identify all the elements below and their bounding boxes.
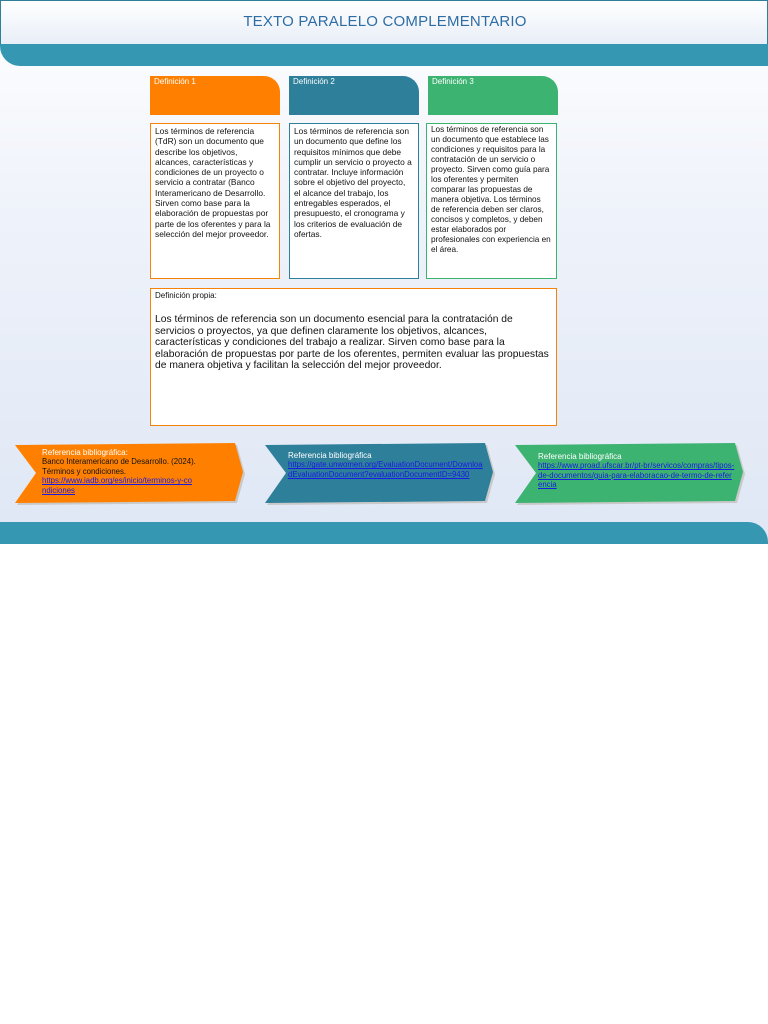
reference-2 — [264, 443, 496, 506]
reference-2-label: Referencia bibliográfica — [288, 451, 372, 460]
reference-3-label: Referencia bibliográfica — [538, 452, 622, 461]
definition-1-header — [150, 76, 280, 115]
title-bar — [0, 0, 768, 44]
reference-3 — [514, 443, 746, 506]
own-definition-box — [150, 288, 557, 426]
reference-2-link[interactable]: https://gate.unwomen.org/EvaluationDocument/DownloadEvaluationDocument?evaluationDocumentID=9430 — [288, 460, 483, 479]
own-definition-label: Definición propia: — [155, 291, 217, 300]
definition-2-header — [289, 76, 419, 115]
top-band — [0, 44, 768, 66]
definition-1-box — [150, 123, 280, 279]
definition-2-box — [289, 123, 419, 279]
reference-1-label: Referencia bibliográfica: — [42, 448, 128, 457]
reference-1 — [14, 443, 246, 506]
definition-3-header — [428, 76, 558, 115]
page-title: TEXTO PARALELO COMPLEMENTARIO — [243, 13, 527, 30]
reference-3-link[interactable]: https://www.proad.ufscar.br/pt-br/servicos/compras/tipos-de-documentos/guia-para-elaboracao-de-termo-de-referencia — [538, 461, 735, 490]
definition-3-label: Definición 3 — [432, 77, 474, 86]
reference-1-title: Términos y condiciones. — [42, 466, 127, 476]
definition-2-text: Los términos de referencia son un documento que define los requisitos mínimos que debe cumplir un servicio o proyecto a contratar. Incluye información sobre el objetivo del proyecto, el alcance del trabajo, los entregables esperados, el presupuesto, el cronograma y los criterios de evaluación de ofertas. — [294, 126, 412, 239]
reference-3-content — [538, 452, 736, 490]
reference-1-author: Banco Interamericano de Desarrollo. (2024). — [42, 457, 196, 467]
own-definition-text: Los términos de referencia son un documento esencial para la contratación de servicios o proyectos, ya que definen claramente los objetivos, alcances, características y condiciones del trabajo a realizar. Sirven como base para la elaboración de propuestas por parte de los oferentes, permiten evaluar las propuestas de manera objetiva y facilitan la selección del mejor proveedor. — [155, 314, 549, 372]
definition-1-label: Definición 1 — [154, 77, 196, 86]
definition-3-box — [426, 123, 557, 279]
reference-2-content — [288, 451, 486, 479]
reference-1-content — [42, 448, 232, 495]
bottom-band — [0, 522, 768, 544]
reference-1-link[interactable]: https://www.iadb.org/es/inicio/terminos-y-condiciones — [42, 476, 192, 495]
definition-1-text: Los términos de referencia (TdR) son un documento que describe los objetivos, alcances, características y condiciones de un proyecto o servicio a contratar (Banco Interamericano de Desarrollo. Sirven como base para la elaboración de propuestas por parte de los oferentes y para la selección del mejor proveedor. — [155, 126, 271, 239]
definition-3-text: Los términos de referencia son un documento que establece las condiciones y requisitos para la contratación de un servicio o proyecto. Sirven como guía para los oferentes y permiten comparar las propuestas de manera objetiva. Los términos de referencia deben ser claros, concisos y completos, y deben estar elaborados por profesionales con experiencia en el área. — [431, 125, 551, 254]
definition-2-label: Definición 2 — [293, 77, 335, 86]
